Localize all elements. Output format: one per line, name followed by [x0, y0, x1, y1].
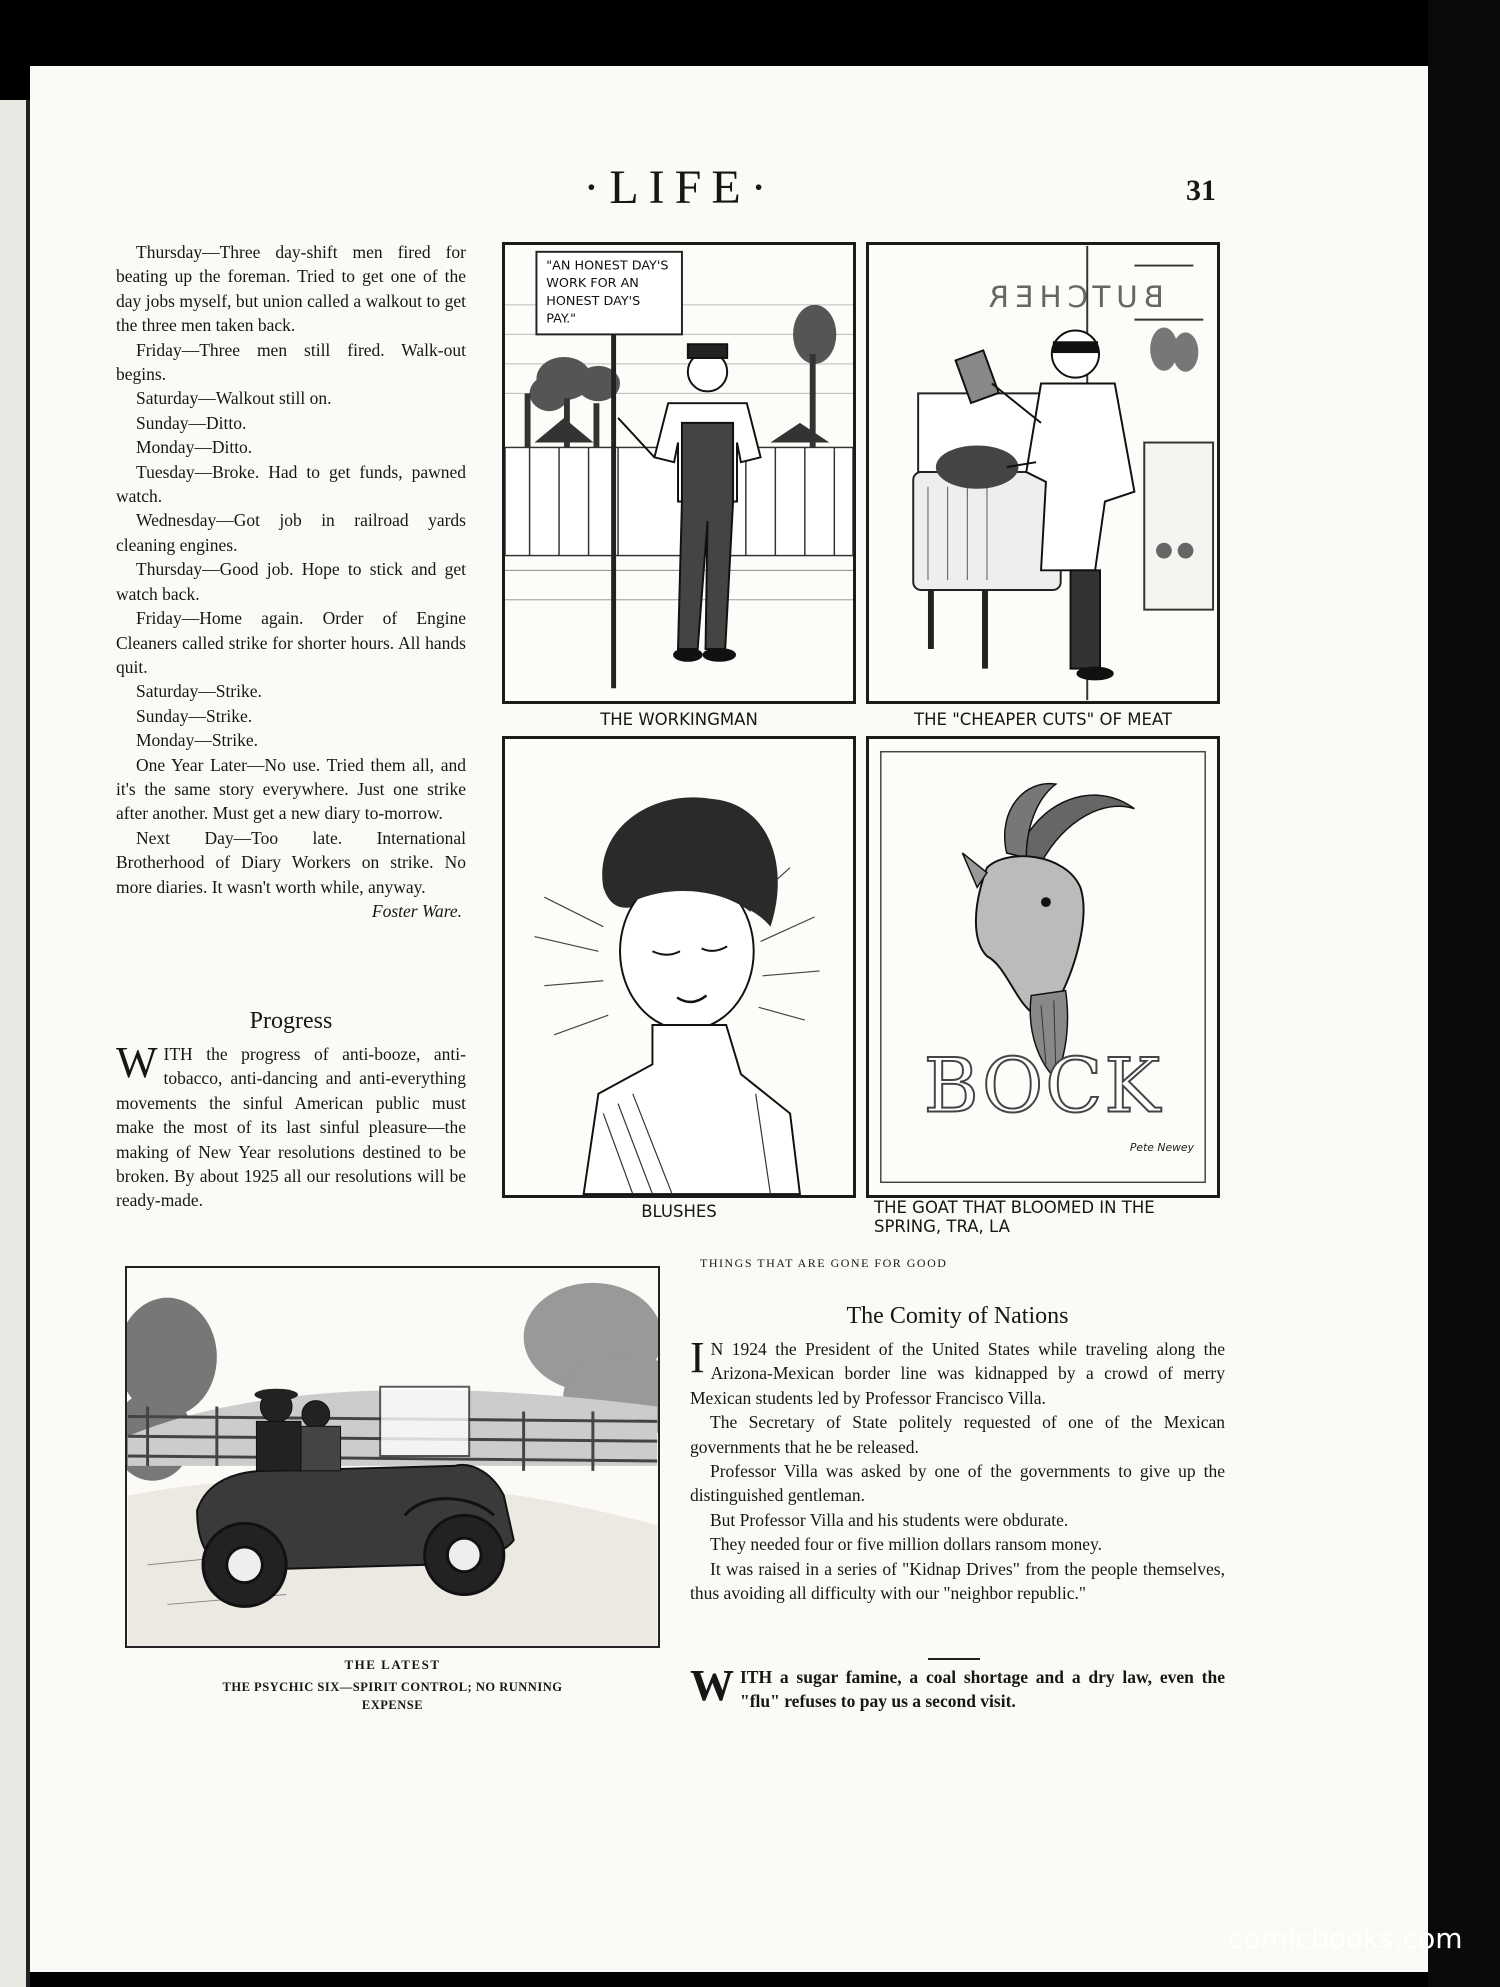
comity-heading-wrap: [690, 1303, 1225, 1330]
car-caption: [125, 1678, 660, 1714]
panel-workingman: [502, 242, 856, 704]
closing-text: ITH a sugar famine, a coal shortage and a dry law, even the "flu" refuses to pay us a second visit.: [740, 1667, 1225, 1712]
comity-dropcap: I: [690, 1333, 705, 1382]
sign-line: HONEST DAY'S: [546, 293, 641, 309]
comity-paragraph: Professor Villa was asked by one of the governments to give up the distinguished gentleman.: [690, 1461, 1225, 1506]
sign-line: "AN HONEST DAY'S: [546, 258, 669, 274]
masthead: ·LIFE·: [583, 161, 777, 214]
blushes-illustration: [505, 739, 853, 1195]
caption-bock-line: THE GOAT THAT BLOOMED IN THE: [874, 1198, 1155, 1217]
diary-entry: Thursday—Good job. Hope to stick and get watch back.: [116, 559, 466, 604]
comity-paragraph: The Secretary of State politely requested of one of the Mexican governments that he be released.: [690, 1412, 1225, 1457]
artist-signature: Pete Newey: [1129, 1140, 1194, 1154]
watermark: comicbooks.com: [1228, 1922, 1463, 1955]
diary-entry: Saturday—Strike.: [136, 681, 262, 702]
diary-entry: Monday—Ditto.: [136, 437, 253, 458]
butcher-illustration: [869, 245, 1217, 701]
bock-word: BOCK: [923, 1042, 1163, 1130]
comity-paragraph: It was raised in a series of "Kidnap Drives" from the people themselves, thus avoiding all difficulty with our "neighbor republic.": [690, 1558, 1225, 1604]
bock-illustration: [869, 739, 1217, 1195]
closing-dropcap: W: [690, 1661, 734, 1710]
butcher-window-sign: BUTCHER: [982, 279, 1164, 314]
caption-bock-line: SPRING, TRA, LA: [874, 1217, 1010, 1236]
panel-bock: [866, 736, 1220, 1198]
progress-heading-wrap: [116, 1008, 466, 1035]
sign-line: PAY.": [546, 311, 577, 327]
diary-entry: Wednesday—Got job in railroad yards cleaning engines.: [116, 510, 466, 555]
car-caption-title: THE LATEST: [344, 1657, 441, 1672]
page-number: 31: [1186, 174, 1216, 207]
diary-entry: Sunday—Strike.: [136, 705, 253, 726]
car-caption-line: EXPENSE: [361, 1698, 424, 1712]
caption-bock: [874, 1198, 1224, 1236]
right-border: [1428, 0, 1500, 1987]
diary-signature: Foster Ware.: [371, 900, 462, 921]
diary-entry: Thursday—Three day-shift men fired for beating up the foreman. Tried to get one of the day jobs myself, but union called a walkout to get the three men taken back.: [116, 242, 466, 336]
progress-article: [116, 1038, 466, 1213]
progress-title: Progress: [249, 1008, 333, 1034]
sign-line: WORK FOR AN: [546, 276, 639, 292]
diary-entry: One Year Later—No use. Tried them all, and it's the same story everywhere. Just one strike after another. Must get a new diary to-morrow.: [116, 754, 466, 824]
comity-paragraph: They needed four or five million dollars ransom money.: [710, 1534, 1103, 1555]
comity-title: The Comity of Nations: [846, 1303, 1069, 1329]
caption-blushes: BLUSHES: [641, 1202, 717, 1221]
diary-entry: Saturday—Walkout still on.: [136, 388, 332, 409]
comity-article: [690, 1333, 1225, 1605]
diary-entry: Monday—Strike.: [136, 730, 259, 751]
left-page-edge: [0, 100, 30, 1987]
car-cartoon: [125, 1266, 660, 1648]
car-illustration: [127, 1268, 658, 1646]
series-caption: THINGS THAT ARE GONE FOR GOOD: [700, 1256, 948, 1270]
progress-body: ITH the progress of anti-booze, anti-tobacco, anti-dancing and anti-everything movements the sinful American public must make the most of its last sinful pleasure—the making of New Year resolutions destined to be broken. By about 1925 all our resolutions will be ready-made.: [116, 1044, 466, 1211]
comity-paragraph-text: N 1924 the President of the United States while traveling along the Arizona-Mexican border line was kidnapped by a crowd of merry Mexican students led by Professor Francisco Villa.: [690, 1339, 1225, 1408]
caption-butcher: THE "CHEAPER CUTS" OF MEAT: [914, 710, 1172, 729]
panel-blushes: [502, 736, 856, 1198]
diary-entry: Friday—Three men still fired. Walk-out begins.: [116, 339, 466, 385]
car-caption-line: THE PSYCHIC SIX—SPIRIT CONTROL; NO RUNNING: [222, 1680, 563, 1694]
diary-column: [116, 240, 466, 923]
progress-dropcap: W: [116, 1038, 158, 1087]
diary-entry: Tuesday—Broke. Had to get funds, pawned watch.: [116, 461, 466, 507]
diary-entry: Friday—Home again. Order of Engine Cleaners called strike for shorter hours. All hands quit.: [116, 608, 466, 677]
section-divider: [928, 1658, 980, 1660]
diary-entry: Sunday—Ditto.: [136, 412, 247, 433]
comity-paragraph: But Professor Villa and his students were obdurate.: [710, 1509, 1069, 1530]
comity-paragraph: [690, 1333, 1225, 1410]
caption-workingman: THE WORKINGMAN: [600, 710, 758, 729]
closing-paragraph: [690, 1661, 1225, 1714]
workingman-illustration: [505, 245, 853, 701]
diary-entry: Next Day—Too late. International Brotherhood of Diary Workers on strike. No more diaries. It wasn't worth while, anyway.: [116, 827, 466, 897]
panel-butcher: [866, 242, 1220, 704]
